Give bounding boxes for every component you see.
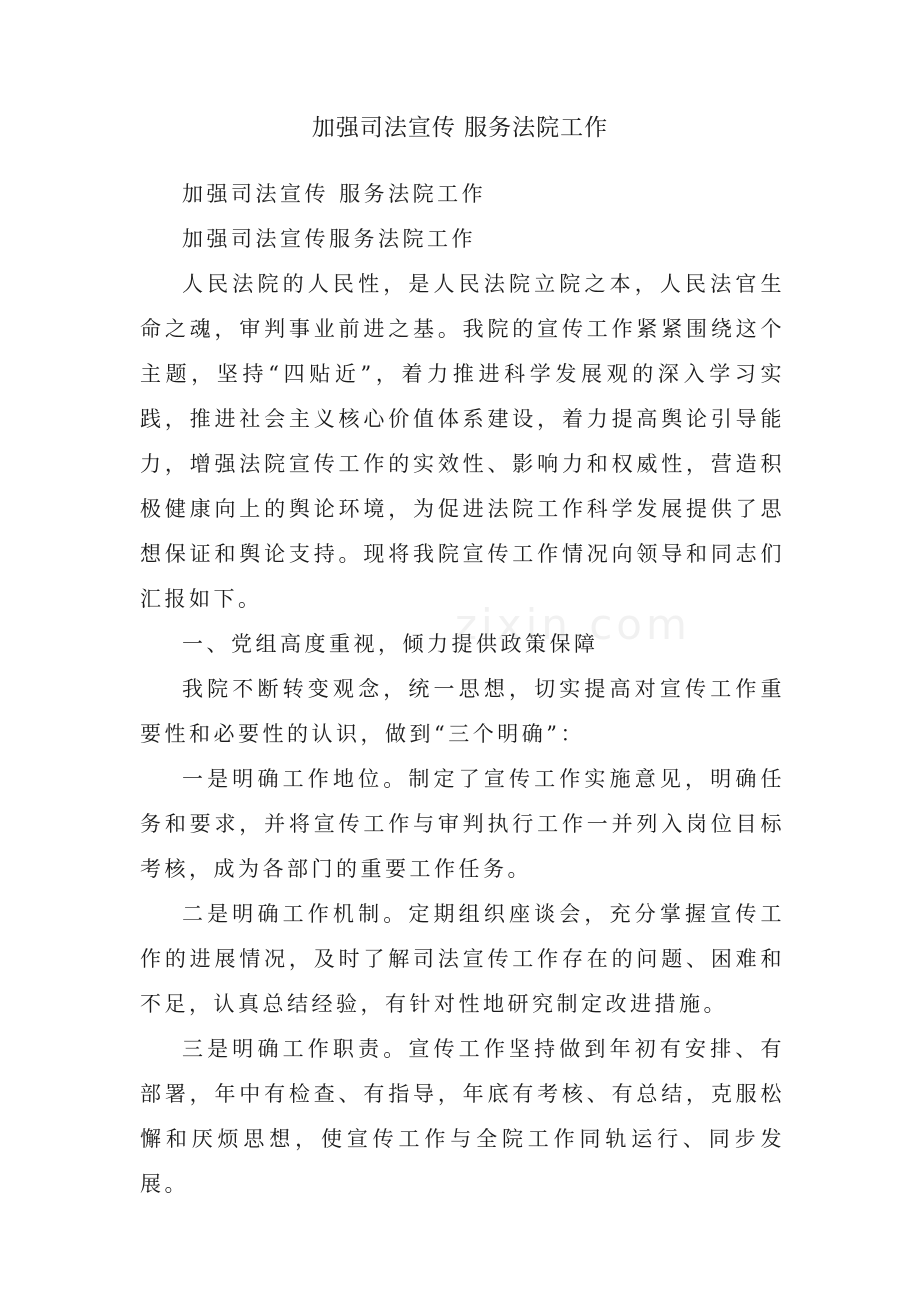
paragraph-point-3: 三是明确工作职责。宣传工作坚持做到年初有安排、有部署，年中有检查、有指导，年底有考核、有总结，克服松懈和厌烦思想，使宣传工作与全院工作同轨运行、同步发展。: [140, 1037, 785, 1196]
paragraph-section-1: 我院不断转变观念，统一思想，切实提高对宣传工作重要性和必要性的认识，做到“三个明确”：: [140, 677, 785, 746]
paragraph-point-1: 一是明确工作地位。制定了宣传工作实施意见，明确任务和要求，并将宣传工作与审判执行工作一并列入岗位目标考核，成为各部门的重要工作任务。: [140, 767, 785, 881]
document-body: [140, 172, 785, 1207]
section-heading-1: 一、党组高度重视，倾力提供政策保障: [182, 632, 599, 656]
paragraph-intro: 人民法院的人民性，是人民法院立院之本，人民法官生命之魂，审判事业前进之基。我院的宣传工作紧紧围绕这个主题，坚持“四贴近”，着力推进科学发展观的深入学习实践，推进社会主义核心价值体系建设，着力提高舆论引导能力，增强法院宣传工作的实效性、影响力和权威性，营造积极健康向上的舆论环境，为促进法院工作科学发展提供了思想保证和舆论支持。现将我院宣传工作情况向领导和同志们汇报如下。: [140, 272, 785, 611]
paragraph-point-2: 二是明确工作机制。定期组织座谈会，充分掌握宣传工作的进展情况，及时了解司法宣传工作存在的问题、困难和不足，认真总结经验，有针对性地研究制定改进措施。: [140, 902, 785, 1016]
watermark: zixin.com: [455, 600, 691, 649]
paragraph-subtitle-2: 加强司法宣传服务法院工作: [182, 227, 476, 251]
paragraph-subtitle-1: 加强司法宣传 服务法院工作: [182, 182, 487, 206]
document-title: 加强司法宣传 服务法院工作: [311, 115, 609, 141]
